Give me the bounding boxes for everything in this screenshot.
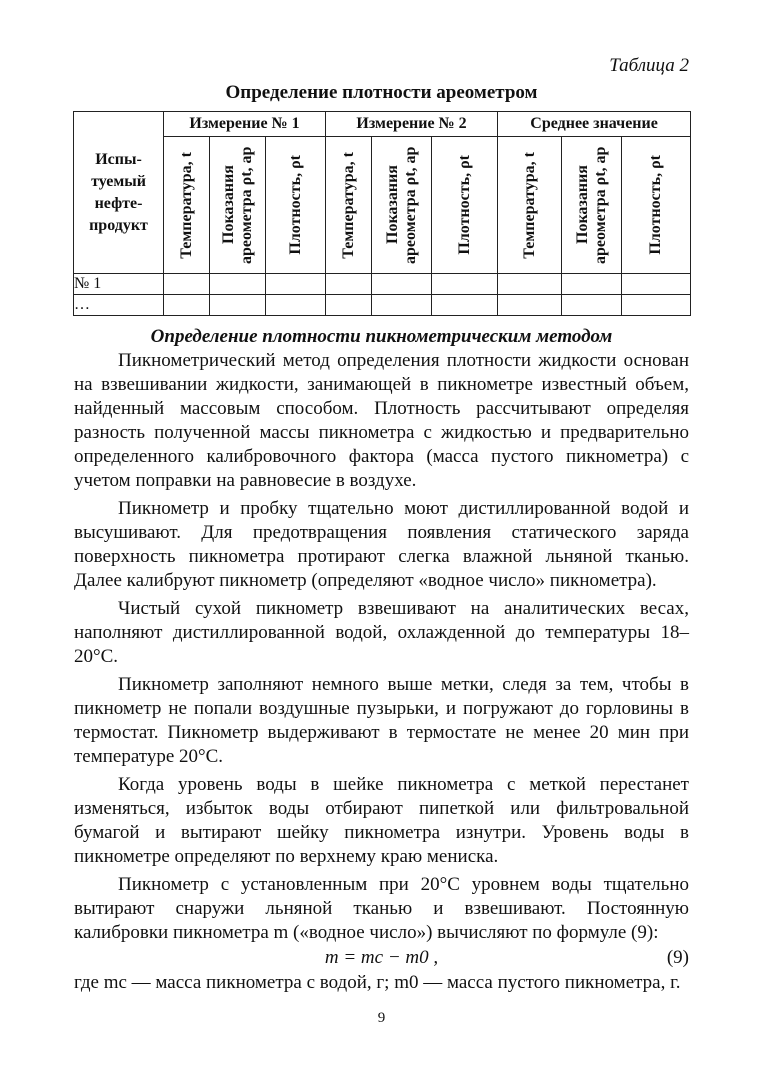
table-cell [622, 274, 691, 295]
col-temperature-2: Температура, t [326, 137, 372, 274]
formula-explanation: где mc — масса пикнометра с водой, г; m0 — масса пустого пикнометра, г. [74, 972, 681, 993]
page-number: 9 [377, 1010, 386, 1026]
col-reading-3: Показания ареометра ρt, ар [562, 137, 622, 274]
col-density-3: Плотность, ρt [622, 137, 691, 274]
table-cell [164, 274, 210, 295]
table-cell [326, 274, 372, 295]
formula [74, 945, 689, 971]
section-title: Определение плотности пикнометрическим методом [150, 326, 613, 347]
table-cell [210, 295, 266, 316]
table-cell [432, 274, 498, 295]
table-cell [432, 295, 498, 316]
table-cell [164, 295, 210, 316]
product-header: Испы-туемый нефте-продукт [74, 112, 164, 274]
col-density-1: Плотность, ρt [266, 137, 326, 274]
row-label: … [74, 295, 164, 316]
table-cell [372, 295, 432, 316]
group-header-2: Измерение № 2 [326, 112, 498, 137]
table-title: Определение плотности ареометром [225, 82, 538, 103]
group-header-3: Среднее значение [498, 112, 691, 137]
col-reading-1: Показания ареометра ρt, ар [210, 137, 266, 274]
paragraph: Пикнометр заполняют немного выше метки, следя за тем, чтобы в пикнометр не попали воздушные пузырьки, и погружают до горловины в термостат. Пикнометр выдерживают в термостате не менее 20 мин при температуре 20°С. [74, 674, 689, 767]
formula-number: (9) [666, 947, 689, 968]
table-cell [210, 274, 266, 295]
formula-expression: m = mc − m0 , [324, 947, 439, 968]
table-cell [326, 295, 372, 316]
group-header-1: Измерение № 1 [164, 112, 326, 137]
table-row [74, 274, 691, 295]
table-label: Таблица 2 [609, 55, 689, 76]
col-density-2: Плотность, ρt [432, 137, 498, 274]
table-cell [372, 274, 432, 295]
paragraph: Пикнометрический метод определения плотности жидкости основан на взвешивании жидкости, занимающей в пикнометре известный объем, найденный массовым способом. Плотность рассчитывают определяя разность полученной массы пикнометра с жидкостью и предварительно определенного калибровочного фактора (масса пустого пикнометра) с учетом поправки на равновесие в воздухе. [74, 350, 689, 491]
table-row [74, 295, 691, 316]
paragraph: Когда уровень воды в шейке пикнометра с меткой перестанет изменяться, избыток воды отбирают пипеткой или фильтровальной бумагой и вытирают шейку пикнометра изнутри. Уровень воды в пикнометре определяют по верхнему краю мениска. [74, 774, 689, 867]
table-cell [266, 274, 326, 295]
table-cell [562, 274, 622, 295]
paragraph: Чистый сухой пикнометр взвешивают на аналитических весах, наполняют дистиллированной водой, охлажденной до температуры 18–20°С. [74, 598, 689, 667]
density-table [73, 111, 691, 316]
pycnometer-section [74, 325, 689, 995]
table-cell [498, 295, 562, 316]
col-reading-2: Показания ареометра ρt, ар [372, 137, 432, 274]
col-temperature-3: Температура, t [498, 137, 562, 274]
col-temperature-1: Температура, t [164, 137, 210, 274]
paragraph: Пикнометр с установленным при 20°С уровнем воды тщательно вытирают снаружи льняной тканью и взвешивают. Постоянную калибровки пикнометра m («водное число») вычисляют по формуле (9): [74, 874, 689, 943]
table-cell [622, 295, 691, 316]
table-cell [498, 274, 562, 295]
table-cell [562, 295, 622, 316]
table-cell [266, 295, 326, 316]
paragraph: Пикнометр и пробку тщательно моют дистиллированной водой и высушивают. Для предотвращения появления статического заряда поверхность пикнометра протирают слегка влажной льняной тканью. Далее калибруют пикнометр (определяют «водное число» пикнометра). [74, 498, 689, 591]
row-label: № 1 [74, 274, 164, 295]
